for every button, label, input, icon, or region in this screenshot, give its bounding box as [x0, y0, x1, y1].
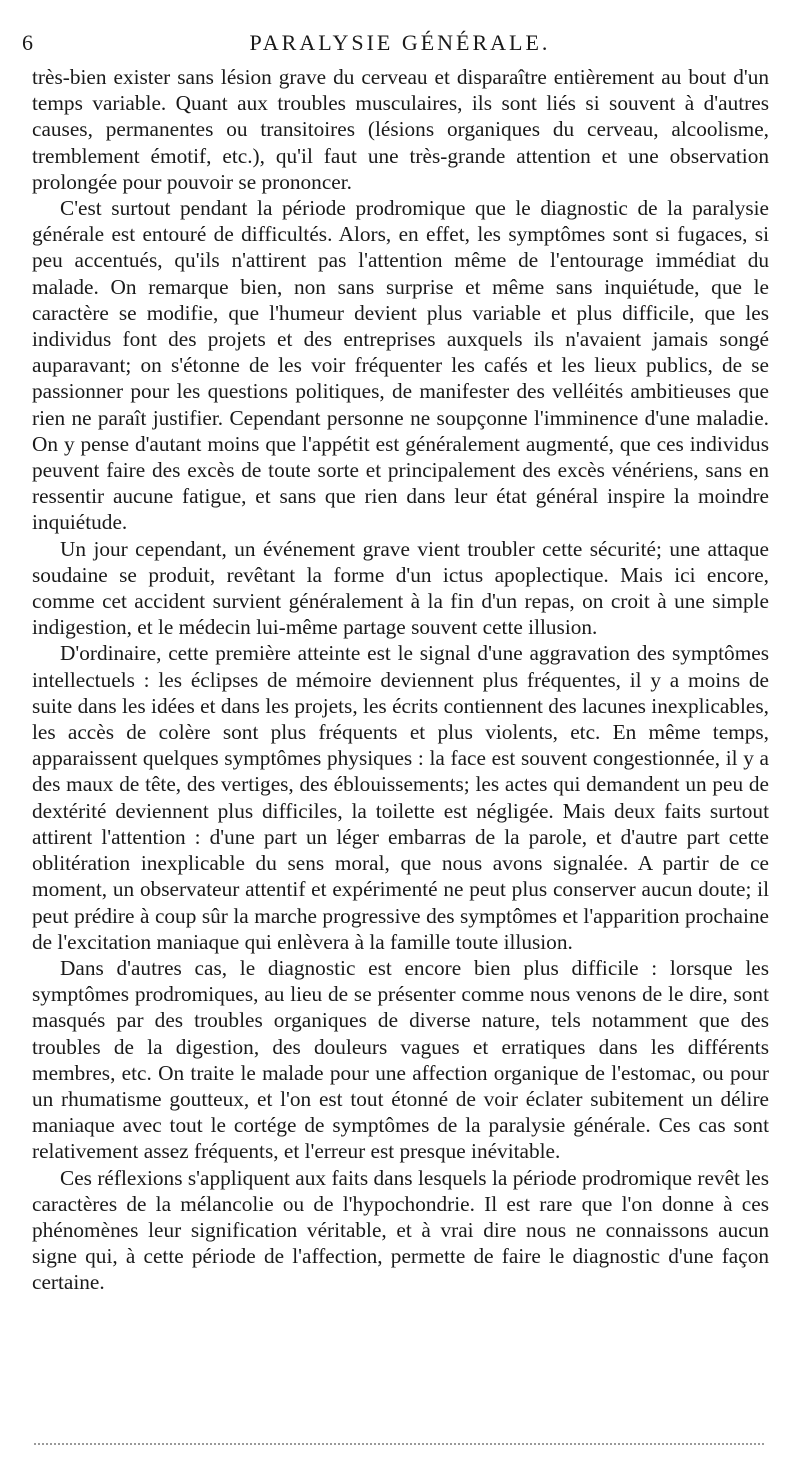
page-header — [12, 30, 788, 62]
page-number: 6 — [22, 30, 34, 55]
footer-rule — [34, 1443, 764, 1445]
running-title: PARALYSIE GÉNÉRALE. — [249, 30, 551, 55]
paragraph-continued: très-bien exister sans lésion grave du cerveau et disparaître entièrement au bout d'un temps variable. Quant aux troubles musculaires, ils sont liés si souvent à d'autres causes, permanentes ou transitoires (lésions organiques du cerveau, alcoolisme, tremblement émotif, etc.), qu'il faut une très-grande attention et une observation prolongée pour pouvoir se prononcer. — [32, 65, 769, 194]
paragraph: Dans d'autres cas, le diagnostic est encore bien plus difficile : lorsque les symptômes prodromiques, au lieu de se présenter comme nous venons de le dire, sont masqués par des troubles organiques de diverse nature, tels notamment que des troubles de la digestion, des douleurs vagues et erratiques dans les différents membres, etc. On traite le malade pour une affection organique de l'estomac, ou pour un rhumatisme goutteux, et l'on est tout étonné de voir éclater subitement un délire maniaque avec tout le cortége de symptômes de la paralysie générale. Ces cas sont relativement assez fréquents, et l'erreur est presque inévitable. — [32, 955, 769, 1164]
body-text — [32, 64, 769, 1296]
paragraph: Ces réflexions s'appliquent aux faits dans lesquels la période prodromique revêt les caractères de la mélancolie ou de l'hypochondrie. Il est rare que l'on donne à ces phénomènes leur signification véritable, et à vrai dire nous ne connaissons aucun signe qui, à cette période de l'affection, permette de faire le diagnostic d'une façon certaine. — [32, 1165, 769, 1295]
paragraph: C'est surtout pendant la période prodromique que le diagnostic de la paralysie générale est entouré de difficultés. Alors, en effet, les symptômes sont si fugaces, si peu accentués, qu'ils n'attirent pas l'attention même de l'entourage immédiat du malade. On remarque bien, non sans surprise et même sans inquiétude, que le caractère se modifie, que l'humeur devient plus variable et plus difficile, que les individus font des projets et des entreprises auxquels ils n'avaient jamais songé auparavant; on s'étonne de les voir fréquenter les cafés et les lieux publics, de se passionner pour les questions politiques, de manifester des velléités ambitieuses que rien ne paraît justifier. Cependant personne ne soupçonne l'imminence d'une maladie. On y pense d'autant moins que l'appétit est généralement augmenté, que ces individus peuvent faire des excès de toute sorte et principalement des excès vénériens, sans en ressentir aucune fatigue, et sans que rien dans leur état général inspire la moindre inquiétude. — [32, 196, 769, 535]
paragraph: D'ordinaire, cette première atteinte est le signal d'une aggravation des symptômes intellectuels : les éclipses de mémoire deviennent plus fréquentes, il y a moins de suite dans les idées et dans les projets, les écrits contiennent des lacunes inexplicables, les accès de colère sont plus fréquents et plus violents, etc. En même temps, apparaissent quelques symptômes physiques : la face est souvent congestionnée, il y a des maux de tête, des vertiges, des éblouissements; les actes qui demandent un peu de dextérité deviennent plus difficiles, la toilette est négligée. Mais deux faits surtout attirent l'attention : d'une part un léger embarras de la parole, et d'autre part cette oblitération inexplicable du sens moral, que nous avons signalée. A partir de ce moment, un observateur attentif et expérimenté ne peut plus conserver aucun doute; il peut prédire à coup sûr la marche progressive des symptômes et l'apparition prochaine de l'excitation maniaque qui enlèvera à la famille toute illusion. — [32, 641, 769, 954]
paragraph: Un jour cependant, un événement grave vient troubler cette sécurité; une attaque soudaine se produit, revêtant la forme d'un ictus apoplectique. Mais ici encore, comme cet accident survient généralement à la fin d'un repas, on croit à une simple indigestion, et le médecin lui-même partage souvent cette illusion. — [32, 536, 769, 640]
